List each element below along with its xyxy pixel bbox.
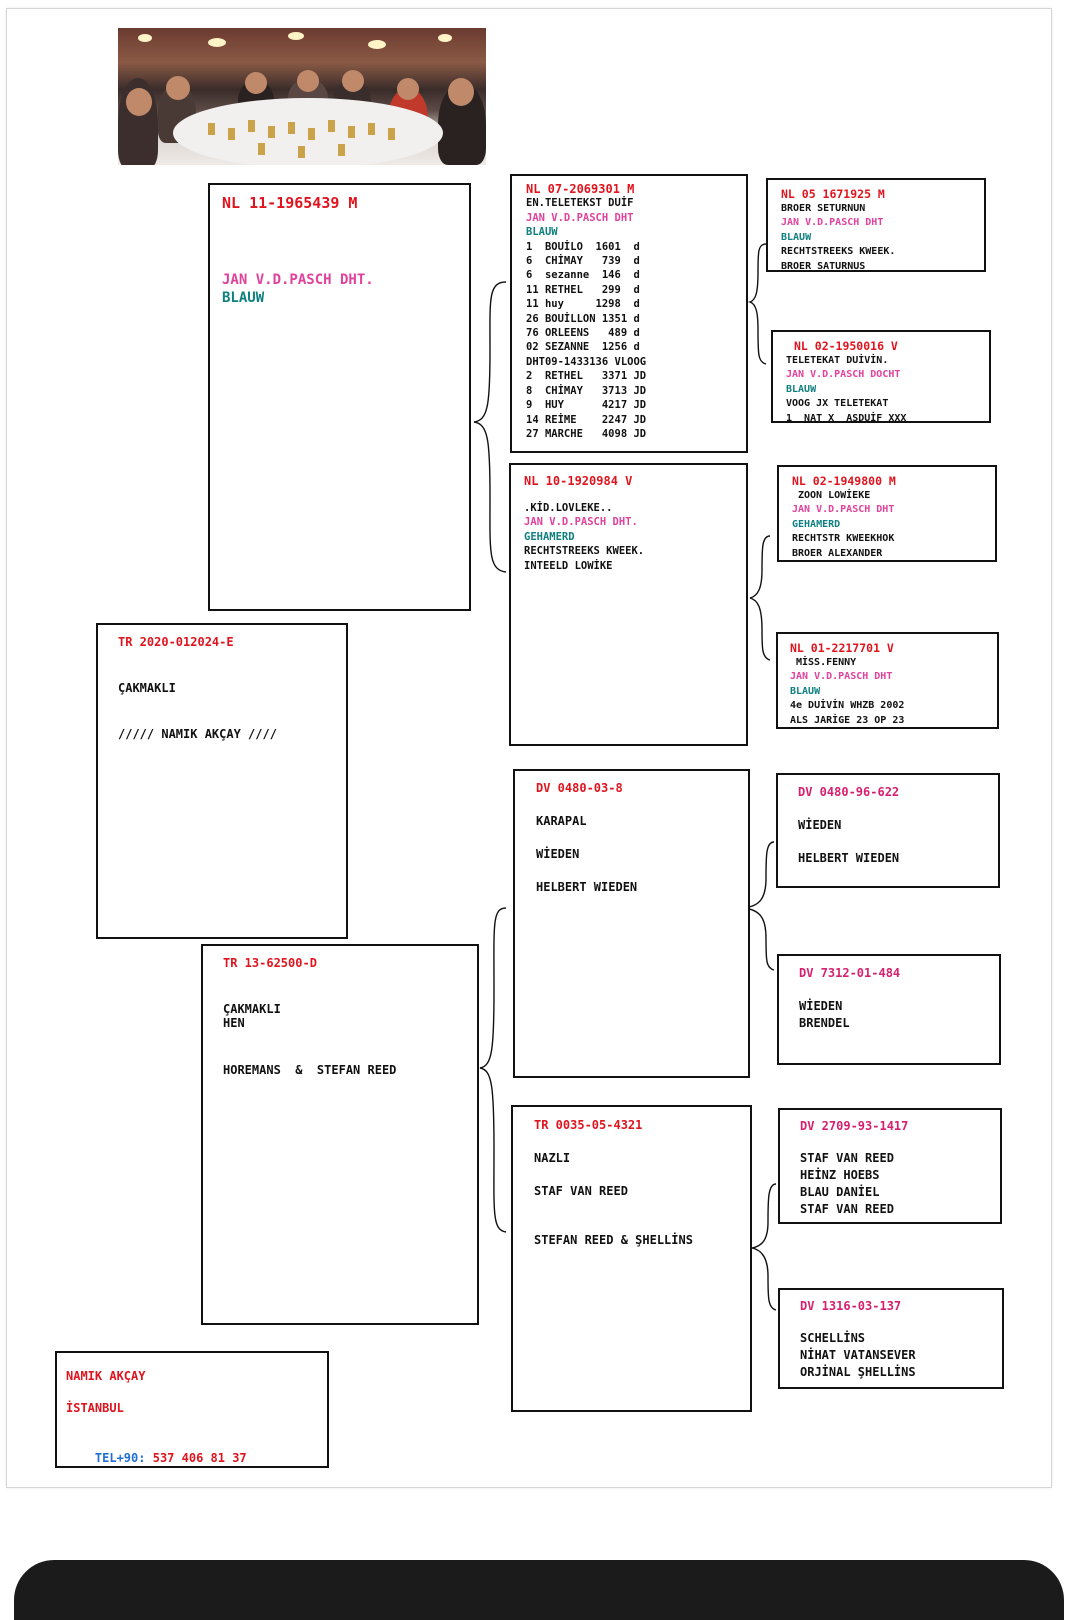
note-line: BROER ALEXANDER	[792, 547, 883, 559]
ring-number: NL 05 1671925 M	[781, 187, 885, 201]
bird-name: ÇAKMAKLI	[223, 1002, 281, 1016]
ring-number: DV 0480-96-622	[798, 785, 900, 799]
bracket-dam	[480, 908, 506, 1232]
note-line: NİHAT VATANSEVER	[800, 1348, 916, 1362]
note-line: BROER SATURNUS	[781, 260, 866, 272]
result-line: 26 BOUİLLON 1351 d	[526, 312, 640, 325]
ring-number: NL 07-2069301 M	[526, 182, 635, 196]
bird-name: ZOON LOWİEKE	[798, 489, 871, 501]
note-line: SCHELLİNS	[800, 1331, 866, 1345]
bracket-sire	[474, 282, 506, 572]
breeder: JAN V.D.PASCH DHT	[526, 211, 634, 224]
result-line: 76 ORLEENS 489 d	[526, 327, 640, 340]
main-bird-box	[96, 623, 348, 939]
bird-name: TELETEKAT DUİVİN.	[786, 354, 889, 366]
gg7-box	[778, 1108, 1002, 1224]
bracket-gg78	[752, 1184, 776, 1310]
note-line: RECHTSTR KWEEKHOK	[792, 533, 895, 544]
note-line: VOOG JX TELETEKAT	[786, 398, 889, 409]
note-line: WİEDEN	[799, 999, 843, 1013]
result-line: 9 HUY 4217 JD	[526, 399, 647, 412]
gg6-box	[777, 954, 1001, 1065]
contact-phone	[66, 1434, 327, 1468]
bird-name: BROER SETURNUN	[781, 202, 866, 214]
note-line: STAF VAN REED	[534, 1184, 628, 1198]
note-line: 1 NAT X ASDUİF XXX	[786, 412, 907, 423]
note-line: BRENDEL	[799, 1016, 850, 1030]
note-line: INTEELD LOWİKE	[524, 559, 613, 572]
color: BLAUW	[786, 383, 817, 395]
dam-dam-box	[511, 1105, 752, 1412]
sex-label: HEN	[223, 1016, 245, 1030]
breeder: JAN V.D.PASCH DHT	[781, 217, 884, 228]
note-line: HELBERT WIEDEN	[536, 880, 638, 894]
note-line: WİEDEN	[798, 818, 842, 832]
gg8-box	[778, 1288, 1004, 1389]
breeder: JAN V.D.PASCH DHT	[792, 504, 895, 515]
result-line: 11 RETHEL 299 d	[526, 283, 640, 296]
dam-sire-box	[513, 769, 750, 1078]
gg2-box	[771, 330, 991, 423]
sire-dam-box	[509, 463, 748, 746]
gg5-box	[776, 773, 1000, 888]
ring-number: DV 1316-03-137	[800, 1299, 902, 1313]
sire-sire-box	[510, 174, 748, 453]
note-line: ORJİNAL ŞHELLİNS	[800, 1365, 916, 1379]
ring-number: TR 2020-012024-E	[118, 635, 234, 649]
gg4-box	[776, 632, 999, 729]
ring-number: NL 10-1920984 V	[524, 474, 633, 488]
contact-name: NAMIK AKÇAY	[66, 1369, 146, 1383]
breeder: HOREMANS & STEFAN REED	[223, 1063, 397, 1077]
ring-number: NL 02-1949800 M	[792, 474, 896, 488]
result-line: 27 MARCHE 4098 JD	[526, 427, 647, 440]
result-line: 2 RETHEL 3371 JD	[526, 370, 647, 383]
ring-number: NL 01-2217701 V	[790, 641, 894, 655]
note-line: RECHTSTREEKS KWEEK.	[524, 545, 645, 557]
phone-label: TEL+90:	[94, 1451, 146, 1465]
result-line: DHT09-1433136 VLOOG	[526, 355, 647, 368]
note-line: STAF VAN REED	[800, 1151, 894, 1165]
gg1-box	[766, 178, 986, 272]
ring-number: DV 0480-03-8	[536, 781, 623, 795]
bird-name: ÇAKMAKLI	[118, 681, 176, 695]
dam-box	[201, 944, 479, 1325]
gg3-box	[777, 465, 997, 562]
note-line: BLAU DANİEL	[800, 1185, 880, 1199]
note-line: HELBERT WIEDEN	[798, 851, 900, 865]
ring-number: TR 13-62500-D	[223, 956, 317, 970]
ring-number: DV 7312-01-484	[799, 966, 901, 980]
color: BLAUW	[781, 231, 812, 243]
color: BLAUW	[790, 685, 821, 697]
contact-city: İSTANBUL	[66, 1401, 124, 1415]
ring-number: TR 0035-05-4321	[534, 1118, 643, 1132]
bird-name: NAZLI	[534, 1151, 571, 1165]
contact-box	[55, 1351, 329, 1468]
result-line: 14 REİME 2247 JD	[526, 413, 647, 426]
note-line: STAF VAN REED	[800, 1202, 894, 1216]
breeder: ///// NAMIK AKÇAY ////	[118, 727, 277, 741]
bracket-gg34	[750, 536, 770, 660]
note-line: ALS JARİGE 23 OP 23	[790, 714, 905, 726]
ring-number: NL 02-1950016 V	[794, 339, 898, 353]
note-line: WİEDEN	[536, 847, 580, 861]
breeder: JAN V.D.PASCH DOCHT	[786, 369, 901, 380]
result-line: 1 BOUİLO 1601 d	[526, 240, 640, 253]
color: GEHAMERD	[792, 518, 841, 530]
note-line: STEFAN REED & ŞHELLİNS	[534, 1233, 693, 1247]
breeder: JAN V.D.PASCH DHT	[790, 671, 893, 682]
note-line: RECHTSTREEKS KWEEK.	[781, 246, 896, 257]
result-line: 6 CHİMAY 739 d	[526, 255, 640, 268]
color: BLAUW	[526, 226, 558, 239]
ring-number: NL 11-1965439 M	[222, 194, 358, 212]
result-line: 6 sezanne 146 d	[526, 269, 640, 282]
result-line: 11 huy 1298 d	[526, 298, 640, 311]
breeder: JAN V.D.PASCH DHT.	[524, 516, 638, 528]
bird-name: KARAPAL	[536, 814, 587, 828]
bracket-gg12	[750, 244, 766, 364]
color: BLAUW	[222, 290, 265, 306]
breeder: JAN V.D.PASCH DHT.	[222, 272, 374, 288]
bird-name: EN.TELETEKST DUİF	[526, 197, 634, 210]
bottom-bar	[14, 1560, 1064, 1620]
note-line: 4e DUİVİN WHZB 2002	[790, 700, 905, 711]
sire-box	[208, 183, 471, 611]
color: GEHAMERD	[524, 530, 575, 543]
result-line: 02 SEZANNE 1256 d	[526, 341, 640, 354]
bird-name: MİSS.FENNY	[796, 656, 857, 668]
result-line: 8 CHİMAY 3713 JD	[526, 384, 647, 397]
ring-number: DV 2709-93-1417	[800, 1119, 909, 1133]
bird-name: .KİD.LOVLEKE..	[524, 501, 613, 514]
phone-number[interactable]: 537 406 81 37	[152, 1451, 247, 1465]
note-line: HEİNZ HOEBS	[800, 1168, 880, 1182]
